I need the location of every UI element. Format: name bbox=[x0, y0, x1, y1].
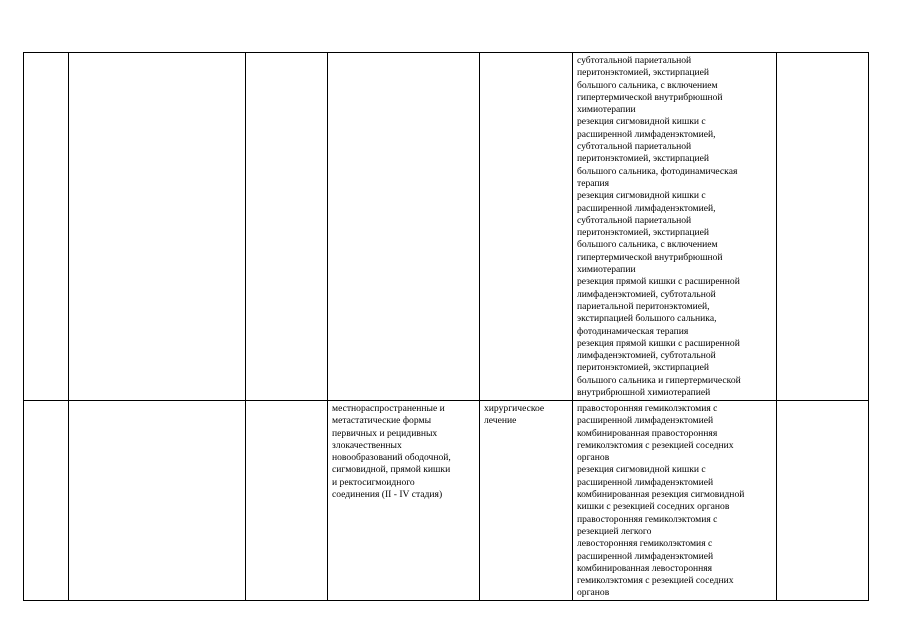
document-table bbox=[23, 52, 869, 601]
cell-norm bbox=[777, 53, 869, 401]
treatment-method-text: субтотальной париетальной перитонэктомией, экстирпацией большого сальника, с включением гипертермической внутрибрюшной химиотерапии резекция сигмовидной кишки с расширенной лимфаденэктомией, субтотальной париетальной перитонэктомией, экстирпацией большого сальника, фотодинамическая терапия резекция сигмовидной кишки с расширенной лимфаденэктомией, субтотальной париетальной перитонэктомией, экстирпацией большого сальника, с включением гипертермической внутрибрюшной химиотерапии резекция прямой кишки с расширенной лимфаденэктомией, субтотальной париетальной перитонэктомией, экстирпацией большого сальника, фотодинамическая терапия резекция прямой кишки с расширенной лимфаденэктомией, субтотальной перитонэктомией, экстирпацией большого сальника и гипертермической внутрибрюшной химиотерапией bbox=[577, 55, 741, 399]
cell-number bbox=[24, 401, 69, 601]
cell-number bbox=[24, 53, 69, 401]
cell-norm bbox=[777, 401, 869, 601]
cell-patient-model bbox=[328, 53, 480, 401]
cell-profile bbox=[69, 53, 246, 401]
cell-patient-model bbox=[328, 401, 480, 601]
cell-code bbox=[246, 401, 328, 601]
cell-profile bbox=[69, 401, 246, 601]
treatment-method-text: правосторонняя гемиколэктомия с расширенной лимфаденэктомией комбинированная правосторонняя гемиколэктомия с резекцией соседних органов резекция сигмовидной кишки с расширенной лимфаденэктомией комбинированная резекция сигмовидной кишки с резекцией соседних органов правосторонняя гемиколэктомия с резекцией легкого левосторонняя гемиколэктомия с расширенной лимфаденэктомией комбинированная левосторонняя гемиколэктомия с резекцией соседних органов bbox=[577, 403, 745, 599]
cell-treatment-method bbox=[573, 401, 777, 601]
treatment-type-text: хирургическое лечение bbox=[484, 403, 545, 427]
table-row bbox=[24, 401, 869, 601]
cell-code bbox=[246, 53, 328, 401]
table-row bbox=[24, 53, 869, 401]
cell-treatment-method bbox=[573, 53, 777, 401]
cell-treatment-type bbox=[480, 53, 573, 401]
patient-model-text: местнораспространенные и метастатические формы первичных и рецидивных злокачественных новообразований ободочной, сигмовидной, прямой кишки и ректосигмоидного соединения (II - IV стадия) bbox=[332, 403, 451, 501]
cell-treatment-type bbox=[480, 401, 573, 601]
